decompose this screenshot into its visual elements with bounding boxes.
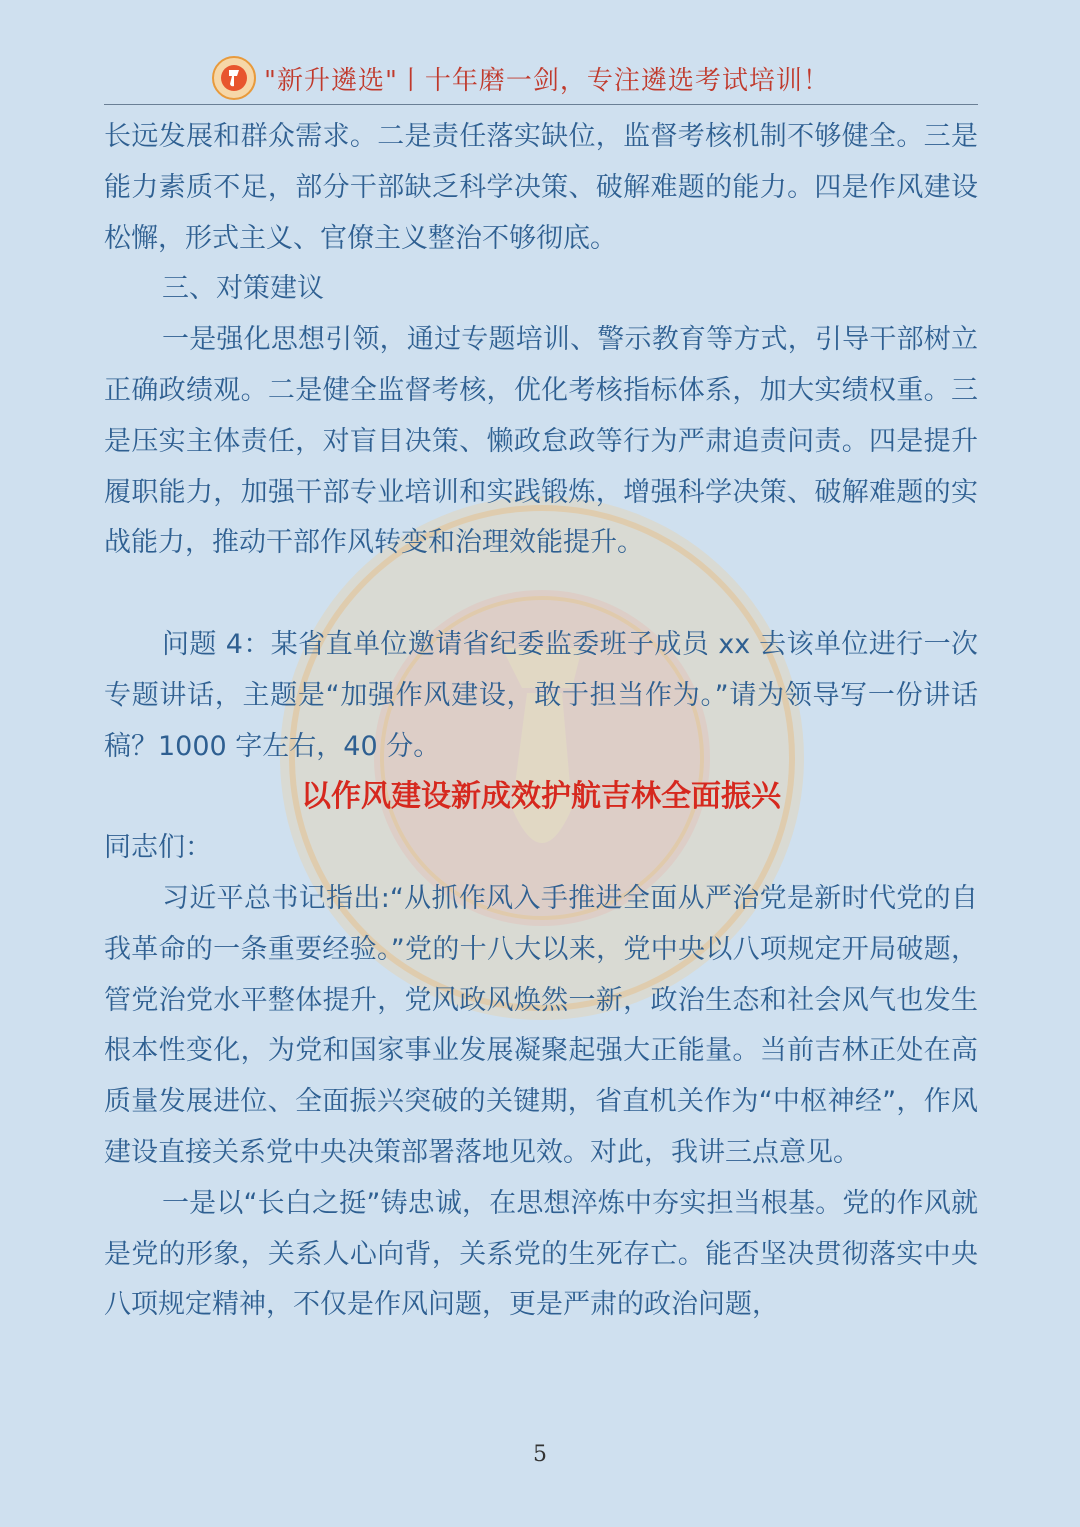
speech-intro-paragraph: 习近平总书记指出:“从抓作风入手推进全面从严治党是新时代党的自我革命的一条重要经验。”党的十八大以来，党中央以八项规定开局破题，管党治党水平整体提升，党风政风焕然一新，政治生态和社会风气也发生根本性变化，为党和国家事业发展凝聚起强大正能量。当前吉林正处在高质量发展进位、全面振兴突破的关键期，省直机关作为“中枢神经”，作风建设直接关系党中央决策部署落地见效。对此，我讲三点意见。 xyxy=(104,882,978,1168)
header-title: "新升遴选"丨十年磨一剑，专注遴选考试培训！ xyxy=(264,66,830,96)
question-paragraph: 问题 4：某省直单位邀请省纪委监委班子成员 xx 去该单位进行一次专题讲话，主题是“加强作风建设，敢于担当作为。”请为领导写一份讲话稿？1000 字左右，40 分。 xyxy=(104,628,978,762)
paragraph-countermeasures: 一是强化思想引领，通过专题培训、警示教育等方式，引导干部树立正确政绩观。二是健全监督考核，优化考核指标体系，加大实绩权重。三是压实主体责任，对盲目决策、懒政怠政等行为严肃追责问责。四是提升履职能力，加强干部专业培训和实践锻炼，增强科学决策、破解难题的实战能力，推动干部作风转变和治理效能提升。 xyxy=(104,324,978,559)
logo-icon xyxy=(212,56,256,100)
document-body xyxy=(104,112,978,1331)
section-heading: 三、对策建议 xyxy=(162,273,324,305)
page-number: 5 xyxy=(533,1442,547,1467)
greeting: 同志们： xyxy=(104,832,212,864)
speech-title: 以作风建设新成效护航吉林全面振兴 xyxy=(301,779,781,815)
page-header xyxy=(104,56,978,105)
speech-point-one-paragraph: 一是以“长白之挺”铸忠诚，在思想淬炼中夯实担当根基。党的作风就是党的形象，关系人心向背，关系党的生死存亡。能否坚决贯彻落实中央八项规定精神，不仅是作风问题，更是严肃的政治问题， xyxy=(104,1187,978,1321)
paragraph-continued: 长远发展和群众需求。二是责任落实缺位，监督考核机制不够健全。三是能力素质不足，部分干部缺乏科学决策、破解难题的能力。四是作风建设松懈，形式主义、官僚主义整治不够彻底。 xyxy=(104,121,978,254)
blank-line xyxy=(104,569,978,620)
